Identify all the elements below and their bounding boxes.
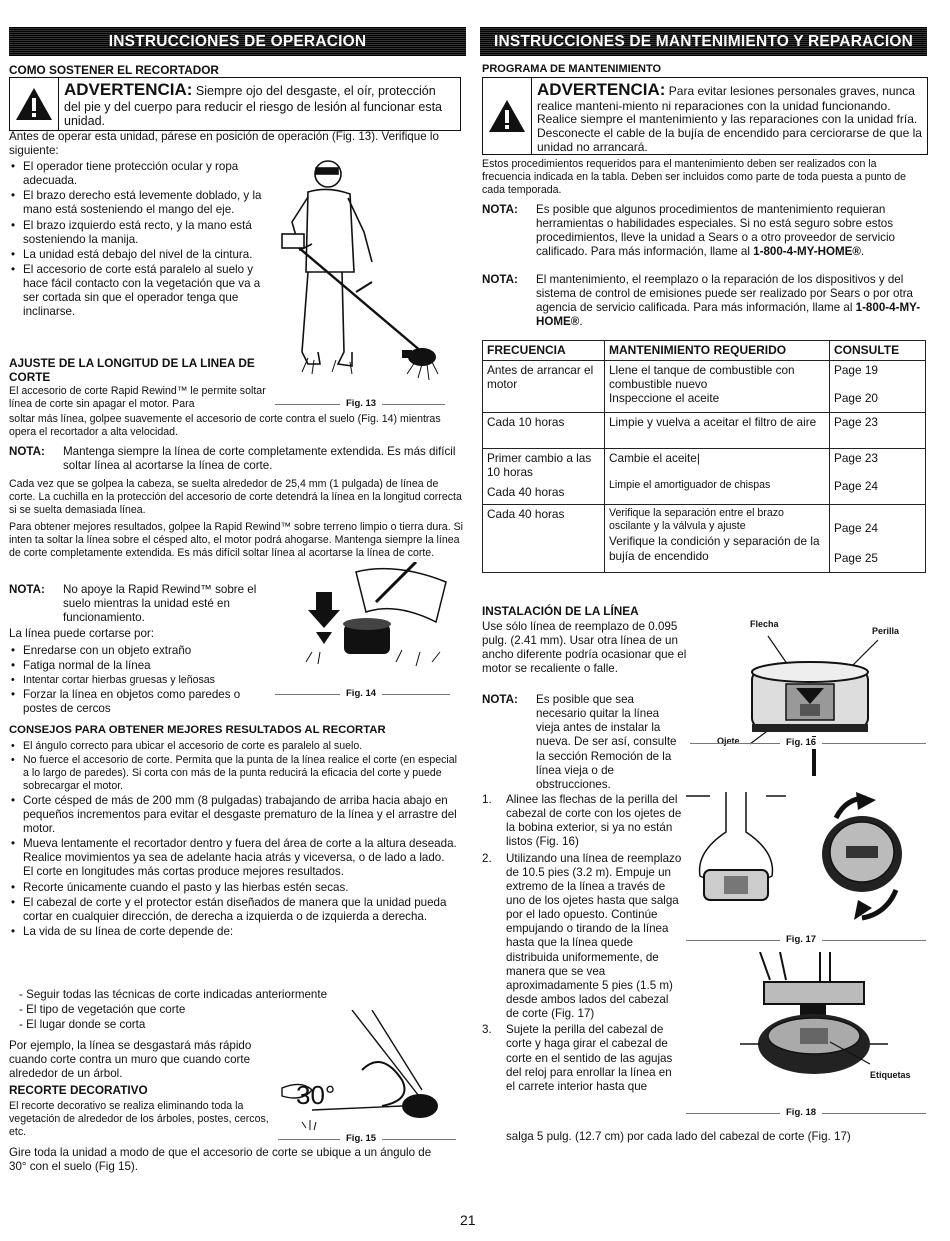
table-cell (483, 448, 605, 504)
warning-icon (483, 78, 532, 154)
spool-head-fig16 (730, 628, 900, 778)
nota-text: No apoye la Rapid Rewind™ sobre el suelo mientras la unidad esté en funcionamiento. (63, 583, 257, 625)
nota-r2: NOTA: El mantenimiento, el reemplazo o la reparación de los dispositivos y del sistema de control de emisiones puede ser realizado por Sears o por otra agencia de servicio calificada. Para más información, llame al 1-800-4-MY-HOME®. (482, 273, 921, 329)
nota-label: NOTA: (482, 273, 518, 286)
list-item: • La vida de su línea de corte depende de: (9, 925, 457, 939)
list-item: • El brazo izquierdo está recto, y la mano está sosteniendo la manija. (9, 219, 277, 247)
fig15-label: Fig. 15 (340, 1133, 382, 1145)
callout-perilla: Perilla (872, 626, 900, 636)
table-cell: Cada 40 horas (483, 504, 605, 572)
adjust-para-2: Cada vez que se golpea la cabeza, se suelta alrededor de 25,4 mm (1 pulgada) de línea de corte. La cuchilla en la protección del accesorio de corte detendrá la línea en la longitud correcta si se suelta demasiada línea. (9, 478, 462, 516)
table-row (483, 504, 926, 572)
list-item: 2. Utilizando una línea de reemplazo de 10.5 pies (3.2 m). Empuje un extremo de la línea a través de uno de los ojetes hasta que salga por el lado opuesto. Continúe empujando o tirando de la línea hasta que la línea quede distribuida uniformemente, de manera que se vea aproximadamente 5 pies (1.5 m) desde ambos lados del cabezal de corte (Fig. 17) (482, 852, 682, 1022)
list-item: • Fatiga normal de la línea (9, 659, 277, 673)
operator-illustration (272, 152, 462, 392)
adjust-para-1a: El accesorio de corte Rapid Rewind™ le permite soltar línea de corte sin apagar el motor. Para (9, 385, 266, 410)
line-threading-fig17 (686, 792, 926, 922)
hold-intro: Antes de operar esta unidad, párese en posición de operación (Fig. 13). Verifique lo siguiente: (9, 130, 439, 158)
install-para: Use sólo línea de reemplazo de 0.095 pulg. (2.41 mm). Usar otra línea de un ancho diferente podría ocasionar que el motor se recaliente o falle. (482, 620, 687, 676)
angle-label: 30° (296, 1080, 336, 1110)
list-item: - Seguir todas las técnicas de corte indicadas anteriormente (19, 988, 328, 1001)
nota-text: Es posible que algunos procedimientos de mantenimiento requieran herramientas o habilidades especiales. Si no está seguro sobre estos procedimientos, lleve la unidad a Sears o a otro proveedor de servicio calificado. Para más información, llame al (536, 203, 895, 259)
life-example: Por ejemplo, la línea se desgastará más rápido cuando corte contra un muro que cuando corte alrededor de un árbol. (9, 1039, 252, 1081)
nota-text: Es posible que sea necesario quitar la línea vieja antes de instalar la nueva. De ser así, consulte la sección Remoción de la línea vieja o de obstrucciones. (536, 693, 677, 791)
list-item: - El lugar donde se corta (19, 1018, 146, 1032)
table-cell-line: Page 19 (834, 362, 878, 377)
table-header: CONSULTE (830, 341, 926, 361)
table-cell-line: Page 24 (834, 520, 878, 535)
warning-box-right (482, 77, 928, 155)
fig16-label: Fig. 16 (780, 737, 822, 749)
table-cell-line: Verifique la condición y separación de la bujía de encendido (609, 534, 820, 563)
adjust-para-1b: soltar más línea, golpee suavemente el accesorio de corte contra el suelo (Fig. 14) mientras opera el recortador a alta velocidad. (9, 413, 441, 438)
list-item: • El brazo derecho está levemente doblado, y la mano está sosteniendo el mango del eje. (9, 189, 277, 217)
list-item: • Forzar la línea en objetos como paredes o postes de cercos (9, 688, 277, 716)
fig13-label: Fig. 13 (340, 398, 382, 410)
warning-word: ADVERTENCIA: (537, 80, 666, 99)
callout-ojete: Ojete (717, 736, 740, 746)
list-item: 1. Alinee las flechas de la perilla del cabezal de corte con los ojetes de la bobina exterior, si ya no están listos (Fig. 16) (482, 793, 682, 850)
table-cell (830, 504, 926, 572)
table-cell (605, 504, 830, 572)
hold-list (9, 160, 277, 321)
fig14-label: Fig. 14 (340, 688, 382, 700)
nota-label: NOTA: (482, 203, 518, 216)
hold-title: COMO SOSTENER EL RECORTADOR (9, 63, 219, 77)
table-cell-line: Page 24 (834, 479, 878, 494)
list-item: • Enredarse con un objeto extraño (9, 644, 277, 658)
nota-label: NOTA: (482, 693, 518, 706)
phone-number: 1-800-4-MY-HOME® (753, 245, 861, 259)
cut-intro: La línea puede cortarse por: (9, 627, 155, 640)
page-number: 21 (460, 1212, 476, 1228)
deco-para-2: Gire toda la unidad a modo de que el accesorio de corte se ubique a un ángulo de 30° con el suelo (Fig 15). (9, 1146, 432, 1174)
table-cell-line: Page 23 (834, 450, 878, 465)
cut-list (9, 644, 277, 717)
table-cell-line: Page 20 (834, 391, 878, 406)
table-cell: Antes de arrancar el motor (483, 360, 605, 412)
callout-etiquetas: Etiquetas (870, 1070, 911, 1080)
tips-title: CONSEJOS PARA OBTENER MEJORES RESULTADOS AL RECORTAR (9, 724, 386, 736)
warning-text: Siempre ojo del desgaste, el oír, protección del pie y del cuerpo para reducir el riesgo de lesión al funcionar esta unidad. (64, 84, 443, 128)
table-cell-line: Inspeccione el aceite (609, 391, 720, 406)
adjust-para-3: Para obtener mejores resultados, golpee la Rapid Rewind™ sobre terreno limpio o tierra dura. Si inten ta soltar la línea sobre el césped alto, el motor podrá ahogarse. Mantenga siempre la línea de corte completamente extendida. Es más difícil soltar línea al acortarse la línea de corte. (9, 521, 464, 559)
list-item: 3. Sujete la perilla del cabezal de corte y haga girar el cabezal de corte en el sentido de las agujas del reloj para enrollar la línea en el carrete interior hasta que (482, 1023, 682, 1094)
list-item: • Mueva lentamente el recortador dentro y fuera del área de corte a la altura deseada. Realice movimientos ya sea de adelante hacia atrás y viceversa, o de lado a lado. El corte en longitudes más cortas produce mejores resultados. (9, 837, 457, 879)
list-item: • No fuerce el accesorio de corte. Permita que la punta de la línea realice el corte (en especial a lo largo de paredes). Si corta con más de la punta reducirá la eficacia del corte y puede sobrecargar el motor. (9, 754, 457, 793)
table-cell-line: Primer cambio a las 10 horas (487, 450, 592, 480)
step3-tail: salga 5 pulg. (12.7 cm) por cada lado del cabezal de corte (Fig. 17) (506, 1130, 851, 1143)
nota-label: NOTA: (9, 445, 45, 458)
nota-label: NOTA: (9, 583, 45, 596)
table-header: FRECUENCIA (483, 341, 605, 361)
table-cell-line: Cambie el aceite| (609, 450, 700, 465)
phone-number: 1-800-4-MY-HOME® (536, 301, 921, 329)
fig17-label: Fig. 17 (780, 934, 822, 946)
install-steps (482, 793, 682, 1095)
program-title: PROGRAMA DE MANTENIMIENTO (482, 63, 662, 75)
table-cell-line: Cada 40 horas (487, 485, 565, 500)
list-item: • El operador tiene protección ocular y ropa adecuada. (9, 160, 277, 188)
table-cell-line: Limpie el amortiguador de chispas (609, 479, 771, 492)
list-item: • Intentar cortar hierbas gruesas y leñosas (9, 674, 277, 687)
fig18-label: Fig. 18 (780, 1107, 822, 1119)
table-cell (605, 448, 830, 504)
maintenance-banner: INSTRUCCIONES DE MANTENIMIENTO Y REPARACION (480, 27, 927, 56)
nota-1 (9, 445, 459, 473)
warning-box-left (9, 77, 461, 131)
table-row (483, 412, 926, 448)
list-item: • Recorte únicamente cuando el pasto y las hierbas estén secas. (9, 881, 457, 895)
deco-para: El recorte decorativo se realiza eliminando toda la vegetación de alrededor de los árboles, postes, cercos, etc. (9, 1100, 269, 1138)
table-cell: Page 23 (830, 412, 926, 448)
list-item: • El accesorio de corte está paralelo al suelo y hace fácil contacto con la vegetación que va a ser cortada sin que el operador tenga que inclinarse. (9, 263, 277, 320)
adjust-title: AJUSTE DE LA LONGITUD DE LA LINEA DE CORTE (9, 356, 255, 385)
table-cell (605, 360, 830, 412)
tips-list (9, 740, 457, 940)
table-cell-line: Verifique la separación entre el brazo oscilante y la válvula y ajuste (609, 506, 784, 532)
table-cell: Limpie y vuelva a aceitar el filtro de aire (605, 412, 830, 448)
table-cell-line: Llene el tanque de combustible con combustible nuevo (609, 362, 795, 392)
warning-icon (10, 78, 59, 130)
table-row (483, 448, 926, 504)
table-cell: Cada 10 horas (483, 412, 605, 448)
install-title: INSTALACIÓN DE LA LÍNEA (482, 604, 639, 618)
list-item: • El cabezal de corte y el protector están diseñados de manera que la unidad pueda cortar en cualquier dirección, de derecha a izquierda o de izquierda a derecha. (9, 896, 457, 924)
warning-word: ADVERTENCIA: (64, 80, 193, 99)
table-cell (830, 448, 926, 504)
nota-text: El mantenimiento, el reemplazo o la reparación de los dispositivos y del sistema de control de emisiones puede ser realizado por Sears o por otra agencia de servicio calificada. Para más información, llame al (536, 273, 914, 315)
nota-text: Mantenga siempre la línea de corte completamente extendida. Es más difícil soltar línea al acortarse la línea de corte. (63, 445, 456, 473)
callout-flecha: Flecha (750, 619, 779, 629)
nota-r1: NOTA: Es posible que algunos procedimientos de mantenimiento requieran herramientas o habilidades especiales. Si no está seguro sobre estos procedimientos, lleve la unidad a Sears o a otro proveedor de servicio calificado. Para más información, llame al 1-800-4-MY-HOME®. (482, 203, 895, 259)
table-row (483, 360, 926, 412)
maintenance-table (482, 340, 926, 573)
table-cell-line: Page 25 (834, 551, 878, 566)
maintenance-table-wrap (482, 340, 926, 573)
deco-title: RECORTE DECORATIVO (9, 1083, 148, 1097)
table-header: MANTENIMIENTO REQUERIDO (605, 341, 830, 361)
list-item: • Corte césped de más de 200 mm (8 pulgadas) trabajando de arriba hacia abajo en pequeños incrementos para evitar el desgaste prematuro de la línea y el arrastre del motor. (9, 794, 457, 836)
list-item: • El ángulo correcto para ubicar el accesorio de corte es paralelo al suelo. (9, 740, 457, 753)
list-item: • La unidad está debajo del nivel de la cintura. (9, 248, 277, 262)
list-item: - El tipo de vegetación que corte (19, 1003, 186, 1017)
nota-r3 (482, 693, 682, 792)
spool-wind-fig18 (730, 952, 890, 1080)
tap-illustration (296, 562, 456, 677)
operation-banner: INSTRUCCIONES DE OPERACION (9, 27, 466, 56)
nota-2 (9, 583, 279, 625)
warning-text: Para evitar lesiones personales graves, nunca realice manteni-miento ni reparaciones con la unidad funcionando. Realice siempre el mantenimiento y las reparaciones con la unidad fría. Desconecte el cable de la bujía de encendido para cerciorarse de que la unidad no arrancará. (537, 84, 922, 154)
table-cell (830, 360, 926, 412)
angle-illustration (272, 1010, 462, 1140)
program-para: Estos procedimientos requeridos para el mantenimiento deben ser realizados con la frecuencia indicada en la tabla. Deben ser incluidos como parte de toda puesta a punto de cada temporada. (482, 158, 907, 196)
